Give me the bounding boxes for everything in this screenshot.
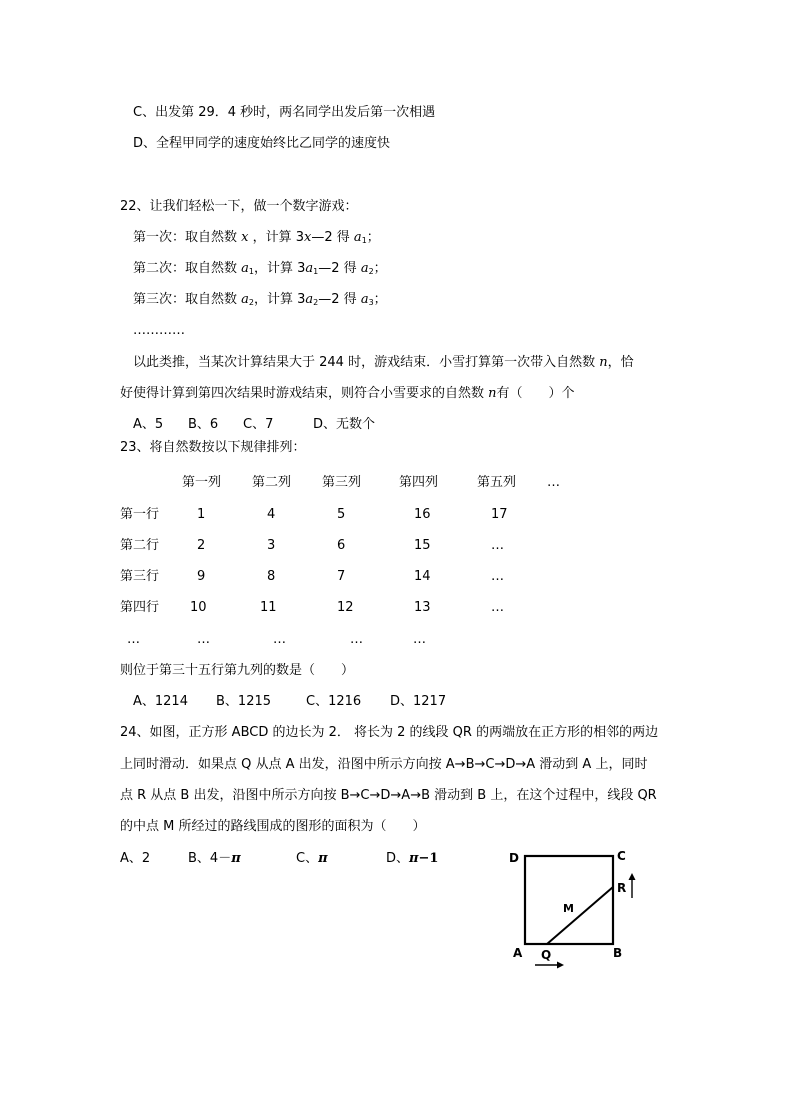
pi-symbol: π [409,851,419,866]
square-abcd [525,856,613,944]
table-cell: 2 [197,538,206,553]
option-a: A、1214 [133,694,188,709]
option-b: B、6 [188,417,219,432]
option-c [296,851,386,867]
option-label: B、 [188,851,210,866]
table-cell: 8 [267,569,276,584]
variable-n: n [488,386,497,401]
paragraph-text: ，恰 [607,355,634,370]
option-d [386,851,438,866]
table-cell: … [491,538,504,553]
table-cell: 6 [337,538,346,553]
row-label: 第一行 [120,507,160,522]
ellipsis-cell: … [273,632,286,647]
option-label: A、 [120,851,142,866]
subscript: 2 [368,267,374,276]
segment-qr [547,887,613,944]
option-label: C、 [296,851,319,866]
square-diagram [505,845,665,975]
table-cell: 4 [267,507,276,522]
result-variable: a [353,230,362,245]
q22-title: 22、让我们轻松一下，做一个数字游戏： [120,199,358,214]
table-cell: 1 [197,507,206,522]
ellipsis-cell: … [197,632,210,647]
label-b: B [613,946,623,960]
step-prefix: 第三次：取自然数 [133,292,242,307]
variable: x [241,230,249,245]
table-cell: 5 [337,507,346,522]
option-value: 4－ [209,851,232,866]
option-a [120,851,188,867]
paragraph-text: 好使得计算到第四次结果时游戏结束，则符合小雪要求的自然数 [120,386,489,401]
column-header: … [547,475,560,490]
pi-symbol: π [231,851,241,866]
column-header: 第二列 [252,475,292,490]
step-end: ； [366,230,380,245]
variable: x [304,230,312,245]
row-label: 第四行 [120,600,160,615]
arrow-right-head-icon [557,962,564,969]
q24-line1: 24、如图，正方形 ABCD 的边长为 2． 将长为 2 的线段 QR 的两端放在正方形的相邻的两边 [120,725,659,740]
label-r: R [617,881,627,895]
step-tail: —2 得 [318,261,361,276]
table-cell: 14 [414,569,431,584]
option-suffix: −1 [418,851,439,866]
paragraph-text: 有（ ）个 [496,386,575,401]
option-a: A、5 [133,417,164,432]
table-cell: 3 [267,538,276,553]
column-header: 第四列 [399,475,439,490]
q22-ellipsis: ………… [133,323,185,338]
table-cell: … [491,569,504,584]
option-d: D、无数个 [313,417,376,432]
q24-line2: 上同时滑动．如果点 Q 从点 A 出发，沿图中所示方向按 A→B→C→D→A 滑动到 A 上，同时 [120,757,648,772]
subscript: 1 [248,267,254,276]
column-header: 第三列 [322,475,362,490]
option-c: C、1216 [306,694,362,709]
q23-options [133,694,446,710]
subscript: 1 [361,236,367,245]
step-mid: ，计算 3 [254,261,306,276]
step-tail: —2 得 [318,292,361,307]
ellipsis-cell: … [350,632,363,647]
table-cell: 7 [337,569,346,584]
label-a: A [513,946,523,960]
q23-question: 则位于第三十五行第九列的数是（ ） [120,663,355,678]
q24-line4: 的中点 M 所经过的路线围成的图形的面积为（ ） [120,819,426,834]
q22-options [133,417,375,433]
label-c: C [617,849,626,863]
q22-step1 [133,230,380,249]
q24-line3: 点 R 从点 B 出发，沿图中所示方向按 B→C→D→A→B 滑动到 B 上，在这个过程中，线段 QR [120,788,657,803]
table-cell: 12 [337,600,354,615]
option-b [188,851,296,867]
table-cell: 10 [190,600,207,615]
table-cell: 9 [197,569,206,584]
option-c: C、7 [243,417,274,432]
q23-title: 23、将自然数按以下规律排列： [120,440,306,455]
label-q: Q [541,948,552,962]
subscript: 2 [248,298,254,307]
table-cell: 15 [414,538,431,553]
step-prefix: 第一次：取自然数 [133,230,242,245]
result-variable: a [360,292,369,307]
variable: a [241,292,249,307]
table-cell: 13 [414,600,431,615]
label-d: D [509,851,519,865]
q24-options [120,851,438,867]
ellipsis-cell: … [127,632,140,647]
option-d: D、1217 [390,694,447,709]
subscript: 1 [313,267,319,276]
step-tail: —2 得 [311,230,354,245]
variable: a [305,292,314,307]
step-prefix: 第二次：取自然数 [133,261,242,276]
q21-option-d: D、全程甲同学的速度始终比乙同学的速度快 [133,136,391,151]
step-mid: ，计算 3 [248,230,305,245]
q22-paragraph-line1 [133,355,634,371]
column-header: 第五列 [477,475,517,490]
variable-n: n [599,355,608,370]
option-value: 2 [141,851,151,866]
q22-paragraph-line2 [120,386,575,402]
option-b: B、1215 [216,694,272,709]
column-header: 第一列 [182,475,222,490]
step-end: ； [373,261,387,276]
subscript: 2 [313,298,319,307]
row-label: 第二行 [120,538,160,553]
square-figure [505,845,665,975]
table-cell: 16 [414,507,431,522]
option-label: D、 [386,851,410,866]
row-label: 第三行 [120,569,160,584]
label-m: M [563,902,574,915]
subscript: 3 [368,298,374,307]
step-mid: ，计算 3 [254,292,306,307]
pi-symbol: π [318,851,328,866]
arrow-up-head-icon [629,873,636,880]
variable: a [241,261,249,276]
q21-option-c: C、出发第 29．4 秒时，两名同学出发后第一次相遇 [133,105,436,120]
table-cell: 11 [260,600,277,615]
ellipsis-cell: … [413,632,426,647]
result-variable: a [360,261,369,276]
variable: a [305,261,314,276]
table-cell: … [491,600,504,615]
step-end: ； [373,292,387,307]
paragraph-text: 以此类推，当某次计算结果大于 244 时，游戏结束．小雪打算第一次带入自然数 [133,355,600,370]
table-cell: 17 [491,507,508,522]
q22-step3 [133,292,387,311]
q22-step2 [133,261,387,280]
